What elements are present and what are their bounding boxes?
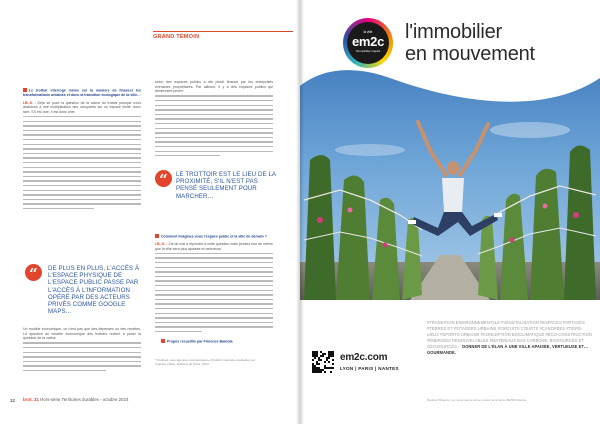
right-page-advertisement xyxy=(300,0,600,424)
qr-code-icon[interactable] xyxy=(312,351,334,373)
qr-module xyxy=(312,359,314,361)
pull-quote-2: DE PLUS EN PLUS, L'ACCÈS À L'ESPACE PHYSIQUE DE L'ESPACE PUBLIC PASSE PAR L'ACCÈS À L'INFORMATION OPÉRÉ PAR DES ACTEURS PRIVÉS COMME GOOGLE MAPS… xyxy=(48,265,140,316)
answer-1 xyxy=(23,101,141,115)
qr-module xyxy=(324,371,326,373)
column-a-tail-text: Un modèle économique, ce n'est pas que des dépenses ou des recettes. La question du modèle économique des trottoirs revient à poser la question de la valeur. xyxy=(23,327,141,341)
logo-wordmark: em2c xyxy=(351,34,385,49)
question-1 xyxy=(23,88,141,98)
question-2-text: Comment imaginez-vous l'espace public et la ville de demain ? xyxy=(161,234,267,239)
logo-tagline: l'immobilier inspiré xyxy=(355,49,381,53)
footnote: * Podcast «Les agences économiques» (l'Institut, Nouvelle Aquitaine) sur l'espace public, Editions du Paris, 2023. xyxy=(155,358,256,366)
legal-mention: Marlène Pitrgeons, ne prenez pas la même couleur de la même BETRIC Nantes. xyxy=(427,398,528,402)
hashtag-list: #TRANSITION ENVIRONNEMENTALE #VÉGÉTALISATION #ESPACES PARTAGÉS #TERRES ET POTAGERS URBAINS #CIRCUITS COURTS #CANOPÉES #TIERS-LIEUX #SPORTS URBAINS #CONCEPTION BIOCLIMATIQUE #ÉCO-CONSTRUCTION #ÉNERGIES RENOUVELABLES #MATÉRIAUX BAS CARBONE, BIOSOURCÉS ET GÉOSOURCÉS… xyxy=(427,320,592,349)
hashtag-tagline: DONNER DE L'ÉLAN À UNE VILLE APAISÉE, VERTUEUSE ET… GOURMANDE. xyxy=(427,343,589,355)
article-column-b-lower xyxy=(155,234,273,334)
qr-module xyxy=(314,357,316,359)
logo-small-text: la ville xyxy=(363,30,373,34)
question-2 xyxy=(155,234,273,239)
ad-headline xyxy=(405,21,535,65)
logo-disc xyxy=(347,22,389,64)
pull-quote-1: LE TROTTOIR EST LE LIEU DE LA PROXIMITÉ, S'IL N'EST PAS PENSÉ SEULEMENT POUR MARCHER… xyxy=(176,171,276,200)
qr-module xyxy=(332,363,334,365)
source-credit-text: Propos recueillis par Florence Bamola xyxy=(167,339,233,344)
quote-mark-icon: “ xyxy=(25,264,42,281)
spread-gutter xyxy=(296,0,304,424)
column-b-opening: selon des espaces publics a été plutôt financé par les entreprises riveraines propriétaires. Par ailleurs, il y a des espaces publics qui deviennent privés. xyxy=(155,80,273,94)
em2c-logo xyxy=(343,18,393,68)
qr-module xyxy=(330,371,332,373)
city-list: LYON | PARIS | NANTES xyxy=(340,366,399,371)
question-1-text: Le trottoir interrogé même sur la manière de financer les transformations urbaines et donc la transition écologique de la ville… xyxy=(23,88,141,98)
source-credit xyxy=(161,339,233,344)
article-column-a-tail xyxy=(23,327,141,373)
qr-module xyxy=(328,361,330,363)
folio xyxy=(23,397,128,402)
question-marker-icon xyxy=(155,234,159,238)
qr-module xyxy=(332,367,334,369)
body-text-block xyxy=(23,114,141,210)
answer-2-opening: J'ai dû mal à répondre à cette question mais pensez tout de même que la ville sera plus apaisée et vertueuse. xyxy=(155,242,273,251)
page-number: 12 xyxy=(10,398,15,403)
source-marker-icon xyxy=(161,339,165,343)
article-column-a xyxy=(23,88,141,211)
folio-issue: 31 xyxy=(34,397,39,402)
qr-module xyxy=(322,355,324,357)
quote-mark-icon: “ xyxy=(155,170,172,187)
article-column-b xyxy=(155,80,273,158)
speaker-label: I.B.-S. : xyxy=(23,100,36,105)
qr-module xyxy=(320,359,322,361)
folio-brand: brot. xyxy=(23,397,33,402)
qr-module xyxy=(320,371,322,373)
answer-1-opening: Déjà se pose la question de la valeur du trottoir puisque nous assistons à une multiplication des occupants sur un espace limité, donc rare. S'il est rare, il est donc cher. xyxy=(23,100,141,114)
qr-module xyxy=(324,353,326,355)
qr-module xyxy=(332,355,334,357)
section-rule xyxy=(153,31,293,32)
website-url[interactable]: em2c.com xyxy=(340,352,388,363)
qr-module xyxy=(318,363,320,365)
folio-text: Hors-série Territoires durables - octobre 2024 xyxy=(40,397,129,402)
question-marker-icon xyxy=(23,88,27,92)
headline-line-1: l'immobilier xyxy=(405,21,502,43)
answer-2 xyxy=(155,242,273,251)
hashtag-block xyxy=(427,320,592,355)
qr-module xyxy=(332,359,334,361)
section-tag: GRAND TÉMOIN xyxy=(153,34,200,40)
headline-line-2: en mouvement xyxy=(405,43,535,65)
qr-module xyxy=(328,357,330,359)
speaker-label: I.B.-S. : xyxy=(155,242,168,247)
qr-module xyxy=(324,361,326,363)
